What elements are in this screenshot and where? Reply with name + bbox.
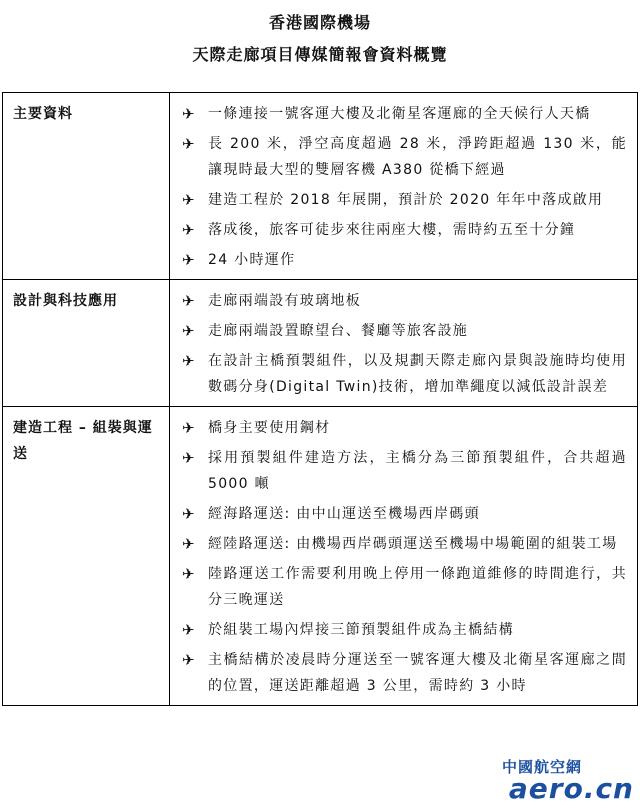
bullet-item <box>182 348 627 400</box>
bullet-text: 建造工程於 2018 年展開，預計於 2020 年年中落成啟用 <box>208 192 604 208</box>
airplane-icon: ✈ <box>182 419 196 437</box>
airplane-icon: ✈ <box>182 135 196 153</box>
watermark-logo <box>464 756 634 804</box>
bullet-item <box>182 415 627 441</box>
bullet-item <box>182 501 627 527</box>
bullet-text: 一條連接一號客運大樓及北衛星客運廊的全天候行人天橋 <box>208 106 591 122</box>
bullet-text: 於組裝工場內焊接三節預製組件成為主橋結構 <box>208 622 514 638</box>
bullet-text: 落成後，旅客可徒步來往兩座大樓，需時約五至十分鐘 <box>208 222 576 238</box>
section-items <box>170 407 638 706</box>
page-title: 香港國際機場 <box>268 13 371 32</box>
bullet-item <box>182 617 627 643</box>
page-subtitle: 天際走廊項目傳媒簡報會資料概覽 <box>192 45 448 64</box>
bullet-text: 經海路運送: 由中山運送至機場西岸碼頭 <box>208 506 480 522</box>
section-items <box>170 280 638 407</box>
bullet-item <box>182 247 627 273</box>
airplane-icon: ✈ <box>182 352 196 370</box>
bullet-text: 陸路運送工作需要利用晚上停用一條跑道維修的時間進行，共分三晚運送 <box>208 566 627 608</box>
airplane-icon: ✈ <box>182 535 196 553</box>
bullet-item <box>182 187 627 213</box>
airplane-icon: ✈ <box>182 191 196 209</box>
section-row-construction <box>3 407 638 706</box>
airplane-icon: ✈ <box>182 565 196 583</box>
bullet-item <box>182 647 627 699</box>
airplane-icon: ✈ <box>182 221 196 239</box>
section-category: 建造工程 – 組裝與運送 <box>3 407 170 706</box>
bullet-text: 長 200 米，淨空高度超過 28 米，淨跨距超過 130 米，能讓現時最大型的雙層客機 A380 從橋下經過 <box>208 136 627 178</box>
airplane-icon: ✈ <box>182 449 196 467</box>
bullet-item <box>182 561 627 613</box>
bullet-text: 走廊兩端設置瞭望台、餐廳等旅客設施 <box>208 323 469 339</box>
bullet-text: 橋身主要使用鋼材 <box>208 420 331 436</box>
section-row-key-info <box>3 93 638 280</box>
airplane-icon: ✈ <box>182 105 196 123</box>
bullet-item <box>182 288 627 314</box>
bullet-text: 採用預製組件建造方法，主橋分為三節預製組件，合共超過 5000 噸 <box>208 450 627 492</box>
fact-sheet-table <box>2 92 638 706</box>
bullet-text: 在設計主橋預製組件，以及規劃天際走廊內景與設施時均使用數碼分身(Digital Twin)技術，增加準繩度以減低設計誤差 <box>208 353 627 395</box>
section-category: 設計與科技應用 <box>3 280 170 407</box>
airplane-icon: ✈ <box>182 621 196 639</box>
bullet-item <box>182 217 627 243</box>
section-category: 主要資料 <box>3 93 170 280</box>
airplane-icon: ✈ <box>182 651 196 669</box>
airplane-icon: ✈ <box>182 251 196 269</box>
bullet-item <box>182 531 627 557</box>
bullet-text: 走廊兩端設有玻璃地板 <box>208 293 361 309</box>
bullet-text: 經陸路運送: 由機場西岸碼頭運送至機場中場範圍的組裝工場 <box>208 536 618 552</box>
bullet-text: 主橋結構於凌晨時分運送至一號客運大樓及北衛星客運廊之間的位置，運送距離超過 3 公里，需時約 3 小時 <box>208 652 627 694</box>
bullet-item <box>182 445 627 497</box>
airplane-icon: ✈ <box>182 292 196 310</box>
bullet-item <box>182 131 627 183</box>
airplane-icon: ✈ <box>182 505 196 523</box>
bullet-item <box>182 318 627 344</box>
section-items <box>170 93 638 280</box>
watermark-text-cn: 中國航空網 <box>501 758 582 776</box>
section-row-design-tech <box>3 280 638 407</box>
bullet-text: 24 小時運作 <box>208 252 296 268</box>
airplane-icon: ✈ <box>182 322 196 340</box>
bullet-item <box>182 101 627 127</box>
watermark-text-en: aero.cn <box>508 772 634 805</box>
